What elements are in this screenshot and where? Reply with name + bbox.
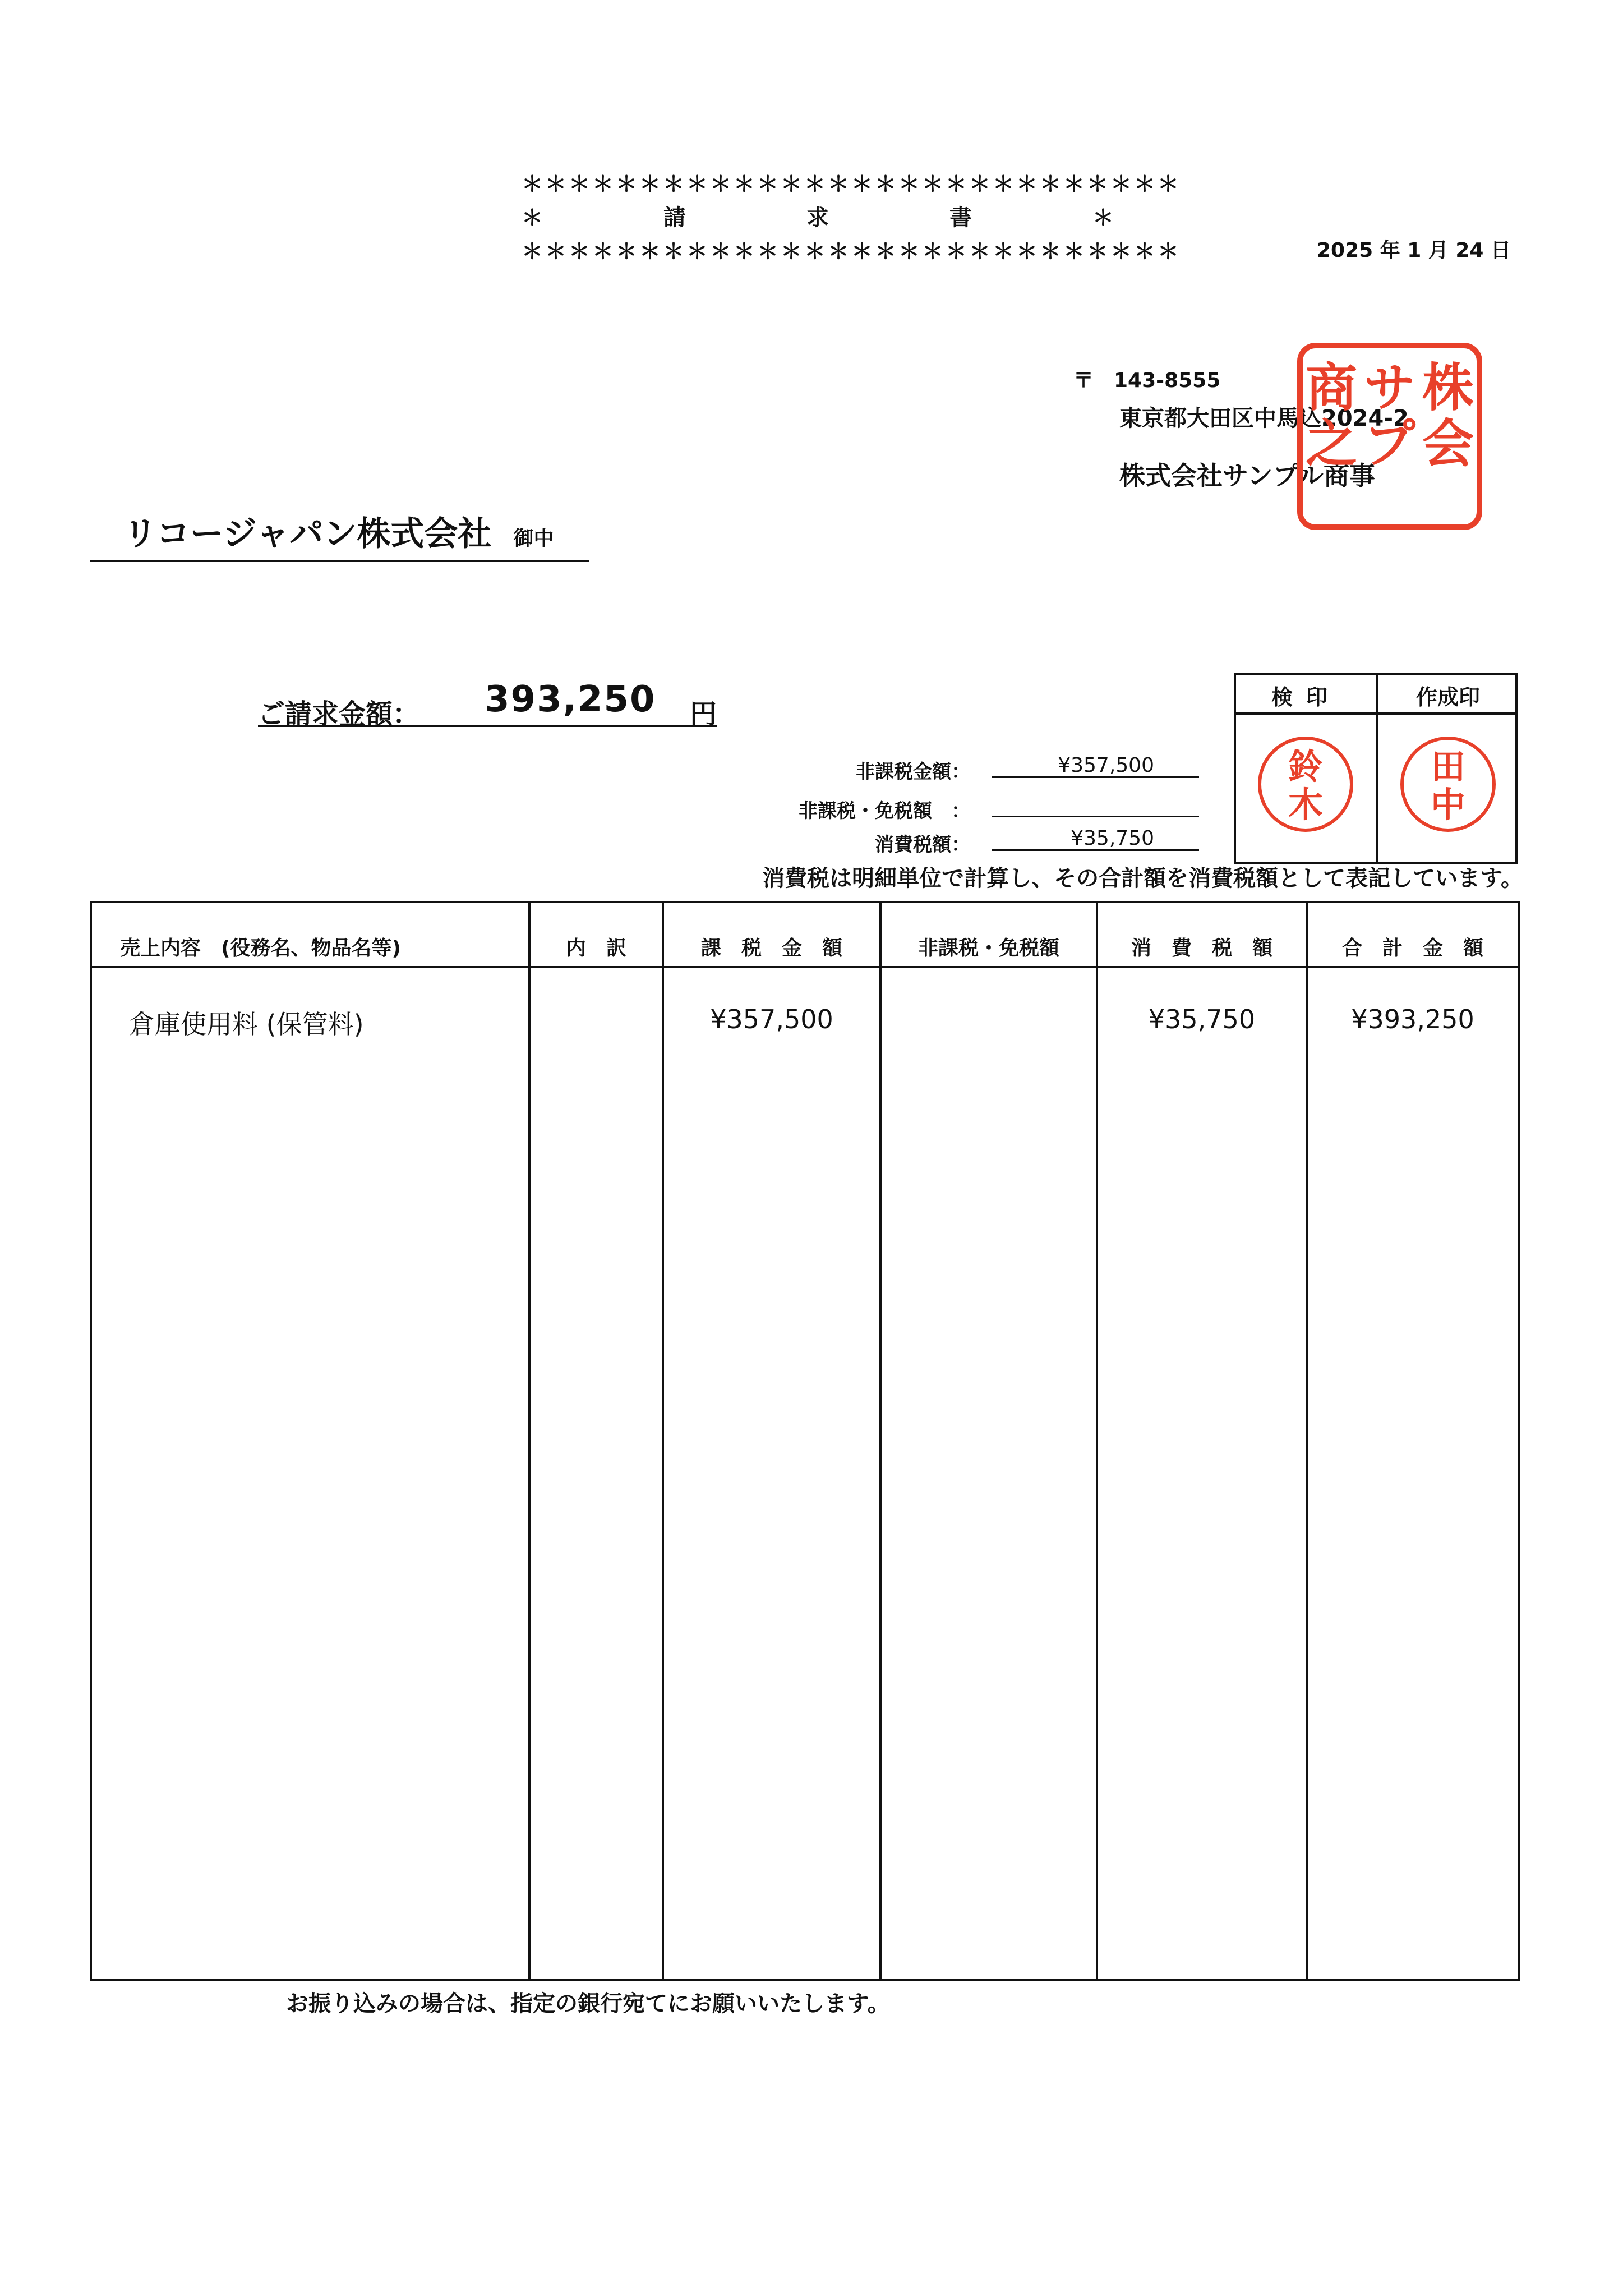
recipient-honorific: 御中 — [513, 527, 554, 550]
tax-label: 消費税額： — [875, 834, 970, 856]
items-table — [90, 901, 1520, 1981]
inspection-stamp-label: 検印 — [1271, 685, 1341, 710]
banner-stars-bottom: ＊＊＊＊＊＊＊＊＊＊＊＊＊＊＊＊＊＊＊＊＊＊＊＊＊＊＊＊ — [522, 239, 1182, 264]
tax-value: ¥35,750 — [1071, 827, 1154, 850]
row-taxable: ¥357,500 — [710, 1004, 833, 1034]
issue-date: 2025 年 1 月 24 日 — [1316, 239, 1511, 262]
banner-title-row — [522, 201, 1116, 234]
col-header-total: 合 計 金 額 — [1341, 937, 1483, 960]
non-taxable-label: 非課税金額： — [856, 761, 970, 783]
col-header-tax: 消 費 税 額 — [1131, 937, 1272, 960]
seal-char: 商 — [1305, 358, 1358, 418]
author-stamp-label: 作成印 — [1415, 685, 1480, 710]
company-seal — [1295, 341, 1484, 532]
column-divider — [879, 903, 882, 1979]
non-taxable-row — [718, 752, 1200, 783]
total-currency: 円 — [689, 698, 717, 730]
column-divider — [662, 903, 664, 1979]
inspection-seal — [1256, 735, 1355, 834]
col-header-breakdown: 内 訳 — [565, 937, 626, 960]
author-seal-char-2: 中 — [1430, 784, 1466, 825]
author-seal — [1399, 735, 1497, 834]
title-banner — [522, 167, 1182, 268]
stamp-box — [1234, 673, 1518, 864]
exempt-label: 非課税・免税額 ： — [799, 800, 970, 822]
column-divider — [528, 903, 531, 1979]
seal-char: サ — [1363, 358, 1416, 418]
seal-char: 之 — [1305, 414, 1358, 474]
issuer-zip: 〒 143-8555 — [1073, 369, 1221, 392]
title-char-1: 請 — [663, 205, 688, 231]
col-header-taxable: 課 税 金 額 — [700, 937, 842, 960]
non-taxable-value: ¥357,500 — [1058, 754, 1154, 777]
exempt-row — [718, 791, 1200, 822]
col-header-exempt: 非課税・免税額 — [917, 937, 1059, 960]
author-seal-char-1: 田 — [1430, 746, 1466, 787]
title-char-2: 求 — [806, 205, 831, 231]
inspection-seal-char-1: 鈴 — [1288, 746, 1324, 787]
total-label: ご請求金額： — [258, 698, 420, 730]
table-header-rule — [92, 966, 1518, 968]
total-value: 393,250 — [485, 679, 656, 720]
recipient-name: リコージャパン株式会社 — [123, 514, 492, 554]
seal-char: 会 — [1422, 414, 1474, 474]
row-tax: ¥35,750 — [1148, 1004, 1256, 1034]
tax-row — [718, 825, 1200, 856]
seal-char: 株 — [1422, 358, 1474, 418]
row-total: ¥393,250 — [1351, 1004, 1474, 1034]
banner-star-left: ＊ — [522, 205, 546, 230]
issuer-address: 東京都大田区中馬込2024-2 — [1119, 406, 1409, 431]
column-divider — [1096, 903, 1098, 1979]
col-header-description: 売上内容 (役務名、物品名等) — [120, 937, 401, 960]
inspection-seal-char-2: 木 — [1288, 784, 1324, 825]
recipient — [90, 507, 589, 562]
title-char-3: 書 — [949, 205, 974, 231]
bank-transfer-note: お振り込みの場合は、指定の銀行宛てにお願いいたします。 — [286, 1991, 890, 2017]
banner-stars-top: ＊＊＊＊＊＊＊＊＊＊＊＊＊＊＊＊＊＊＊＊＊＊＊＊＊＊＊＊ — [522, 172, 1182, 196]
row-description: 倉庫使用料 (保管料) — [129, 1009, 364, 1039]
total-amount — [258, 679, 717, 730]
column-divider — [1306, 903, 1308, 1979]
issuer-company: 株式会社サンプル商事 — [1119, 461, 1375, 491]
banner-star-right: ＊ — [1092, 205, 1116, 230]
tax-note: 消費税は明細単位で計算し、その合計額を消費税額として表記しています。 — [762, 866, 1523, 891]
seal-char: プ — [1363, 414, 1416, 474]
